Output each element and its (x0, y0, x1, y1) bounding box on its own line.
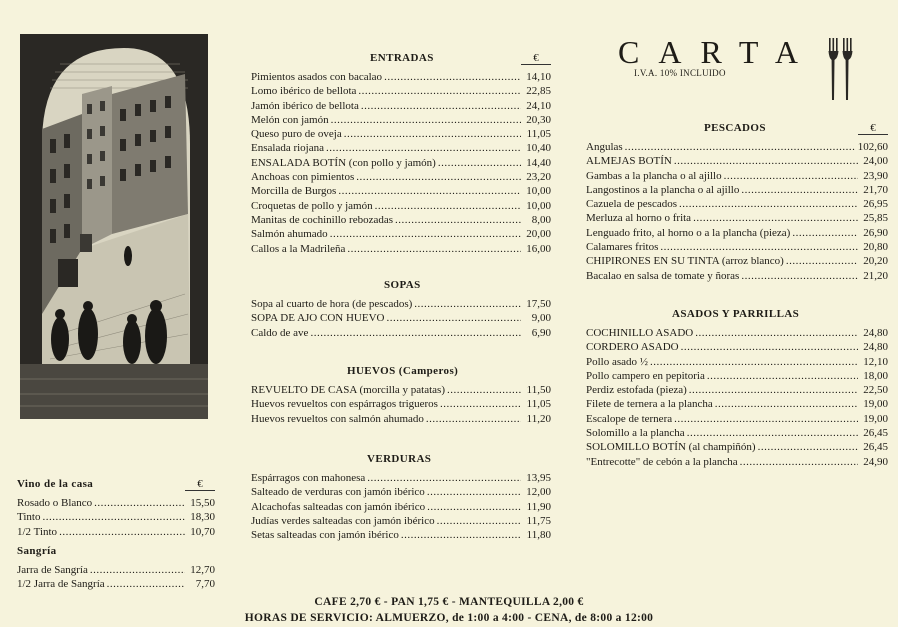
menu-item-name: Pollo campero en pepitoria (586, 369, 705, 382)
menu-item (251, 500, 551, 514)
dot-leader (401, 528, 521, 542)
fork-icon (826, 38, 856, 102)
dot-leader (42, 510, 185, 524)
entradas-section (251, 52, 551, 256)
menu-item-name: Croquetas de pollo y jamón (251, 199, 373, 212)
menu-item-price: 9,00 (531, 312, 551, 325)
menu-item-name: Salteado de verduras con jamón ibérico (251, 486, 425, 499)
menu-item (251, 156, 551, 170)
menu-item-name: COCHINILLO ASADO (586, 327, 694, 339)
menu-item-name: SOPA DE AJO CON HUEVO (251, 312, 385, 325)
dot-leader (310, 326, 521, 340)
dot-leader (687, 426, 858, 440)
menu-item (251, 127, 551, 141)
menu-item-name: Anchoas con pimientos (251, 171, 355, 184)
menu-item (251, 326, 551, 340)
menu-item-name: Setas salteadas con jamón ibérico (251, 529, 399, 542)
menu-item-name: Manitas de cochinillo rebozadas (251, 213, 394, 226)
menu-item (586, 355, 888, 369)
menu-item-price: 7,70 (195, 578, 215, 591)
menu-item (586, 240, 888, 254)
sopas-list (251, 297, 551, 340)
menu-item-name: Lomo ibérico de bellota (251, 85, 357, 98)
menu-item-price: 13,95 (526, 472, 551, 484)
menu-item-price: 20,30 (526, 113, 551, 126)
dot-leader (331, 113, 521, 127)
menu-item-price: 12,70 (190, 564, 215, 576)
dot-leader (689, 383, 858, 397)
menu-item-name: Calamares fritos (586, 241, 659, 254)
huevos-section (251, 365, 551, 426)
dot-leader (741, 183, 858, 197)
vino-section (17, 478, 215, 539)
menu-item (17, 577, 215, 591)
menu-item-price: 19,00 (863, 412, 888, 425)
menu-item (586, 197, 888, 211)
menu-item-name: 1/2 Tinto (17, 525, 58, 538)
menu-item-price: 26,45 (863, 441, 888, 454)
menu-item (251, 213, 551, 227)
menu-item-name: Langostinos a la plancha o al ajillo (586, 183, 740, 196)
euro-header-right: € (858, 122, 888, 135)
menu-item-price: 10,70 (190, 525, 215, 538)
menu-item (17, 525, 215, 539)
menu-item-price: 11,05 (526, 128, 551, 141)
menu-item-price: 19,00 (863, 398, 888, 411)
menu-item (251, 70, 551, 84)
menu-item-name: Huevos revueltos con espárragos trigueros (251, 398, 438, 411)
menu-item (17, 563, 215, 577)
menu-item-name: Alcachofas salteadas con jamón ibérico (251, 500, 426, 513)
dot-leader (356, 170, 521, 184)
menu-item-price: 26,90 (863, 226, 888, 239)
dot-leader (674, 412, 858, 426)
verduras-title: VERDURAS (367, 453, 432, 465)
dot-leader (59, 525, 185, 539)
dot-leader (707, 369, 858, 383)
menu-item-name: Bacalao en salsa de tomate y ñoras (586, 269, 740, 282)
menu-item (251, 170, 551, 184)
menu-item (251, 311, 551, 325)
verduras-section (251, 453, 551, 542)
dot-leader (724, 169, 858, 183)
dot-leader (338, 184, 521, 198)
dot-leader (695, 326, 858, 340)
dot-leader (384, 70, 521, 84)
dot-leader (361, 99, 521, 113)
dot-leader (386, 311, 521, 325)
vino-title: Vino de la casa (17, 478, 94, 490)
entradas-list (251, 70, 551, 256)
menu-item (251, 184, 551, 198)
menu-item (251, 471, 551, 485)
menu-item-price: 11,80 (526, 529, 551, 542)
menu-item-name: Ensalada riojana (251, 142, 324, 155)
dot-leader (681, 340, 858, 354)
menu-item-price: 16,00 (526, 242, 551, 255)
menu-item-name: Merluza al horno o frita (586, 212, 692, 225)
dot-leader (427, 500, 521, 514)
dot-leader (414, 297, 521, 311)
menu-item-name: Espárragos con mahonesa (251, 472, 366, 484)
dot-leader (792, 226, 858, 240)
pescados-title: PESCADOS (704, 122, 766, 134)
menu-item-price: 18,00 (863, 369, 888, 382)
euro-header-vino: € (185, 478, 215, 491)
menu-item-price: 6,90 (531, 326, 551, 339)
dot-leader (715, 397, 858, 411)
dot-leader (330, 227, 521, 241)
dot-leader (440, 397, 521, 411)
verduras-list (251, 471, 551, 542)
menu-item-price: 21,20 (863, 269, 888, 282)
menu-item (586, 340, 888, 354)
menu-item-name: Jamón ibérico de bellota (251, 99, 359, 112)
menu-item-price: 10,00 (526, 185, 551, 198)
menu-item (586, 383, 888, 397)
menu-item-price: 24,90 (863, 455, 888, 468)
menu-item (586, 426, 888, 440)
menu-item-name: Sopa al cuarto de hora (de pescados) (251, 298, 413, 310)
dot-leader (650, 355, 858, 369)
menu-item-name: Melón con jamón (251, 113, 329, 126)
dot-leader (674, 154, 858, 168)
dot-leader (740, 455, 858, 469)
menu-item (586, 412, 888, 426)
menu-item-name: REVUELTO DE CASA (morcilla y patatas) (251, 384, 446, 396)
entradas-title: ENTRADAS (370, 52, 434, 64)
dot-leader (437, 514, 521, 528)
menu-item-price: 10,40 (526, 142, 551, 155)
menu-item-name: SOLOMILLO BOTÍN (al champiñón) (586, 441, 756, 454)
menu-item (251, 99, 551, 113)
dot-leader (679, 197, 858, 211)
menu-item (251, 397, 551, 411)
menu-item-name: Solomillo a la plancha (586, 427, 685, 440)
menu-item (586, 154, 888, 168)
menu-item-price: 26,95 (863, 198, 888, 211)
menu-item-name: Angulas (586, 141, 623, 153)
menu-item-price: 11,05 (526, 398, 551, 411)
menu-item (586, 440, 888, 454)
menu-item (251, 485, 551, 499)
menu-item-price: 24,10 (526, 99, 551, 112)
dot-leader (90, 563, 185, 577)
pescados-section (586, 122, 888, 283)
dot-leader (94, 496, 185, 510)
dot-leader (358, 84, 521, 98)
asados-list (586, 326, 888, 469)
menu-item-name: Gambas a la plancha o al ajillo (586, 169, 722, 182)
menu-item-name: ALMEJAS BOTÍN (586, 155, 672, 168)
menu-item (17, 496, 215, 510)
menu-item-price: 14,10 (526, 71, 551, 83)
asados-section (586, 308, 888, 469)
menu-item-name: Cazuela de pescados (586, 198, 678, 211)
menu-item-name: Huevos revueltos con salmón ahumado (251, 412, 424, 425)
euro-header: € (521, 52, 551, 65)
menu-item-price: 23,90 (863, 169, 888, 182)
menu-item-price: 14,40 (526, 156, 551, 169)
menu-item (586, 140, 888, 154)
menu-item-price: 20,20 (863, 255, 888, 268)
dot-leader (426, 412, 521, 426)
menu-item-price: 18,30 (190, 511, 215, 524)
dot-leader (447, 383, 521, 397)
menu-item-price: 12,00 (526, 486, 551, 499)
menu-item-price: 102,60 (857, 141, 888, 153)
menu-item-price: 24,80 (863, 327, 888, 339)
sopas-title: SOPAS (384, 279, 421, 291)
menu-item-name: 1/2 Jarra de Sangría (17, 578, 105, 591)
menu-item (586, 397, 888, 411)
menu-item-price: 21,70 (863, 183, 888, 196)
menu-item (586, 169, 888, 183)
dot-leader (375, 199, 521, 213)
menu-item (251, 242, 551, 256)
menu-item (251, 227, 551, 241)
menu-item (17, 510, 215, 524)
dot-leader (344, 127, 521, 141)
menu-item-name: "Entrecotte" de cebón a la plancha (586, 455, 738, 468)
menu-item-price: 22,85 (526, 85, 551, 98)
menu-item-name: Jarra de Sangría (17, 564, 88, 576)
menu-item-name: ENSALADA BOTÍN (con pollo y jamón) (251, 156, 436, 169)
menu-item-price: 8,00 (531, 213, 551, 226)
huevos-title: HUEVOS (Camperos) (347, 365, 459, 377)
dot-leader (758, 440, 858, 454)
menu-item-name: Queso puro de oveja (251, 128, 342, 141)
sangria-list (17, 563, 215, 592)
dot-leader (741, 269, 858, 283)
menu-item-name: Morcilla de Burgos (251, 185, 337, 198)
menu-item-name: Judías verdes salteadas con jamón ibérico (251, 514, 435, 527)
menu-item (251, 528, 551, 542)
menu-item (586, 211, 888, 225)
menu-item-price: 15,50 (190, 497, 215, 509)
menu-item-price: 11,50 (526, 384, 551, 396)
street-engraving-illustration (20, 34, 208, 419)
menu-item (251, 297, 551, 311)
sangria-section (17, 545, 215, 592)
sopas-section (251, 279, 551, 340)
dot-leader (326, 141, 521, 155)
menu-item (586, 226, 888, 240)
dot-leader (347, 242, 521, 256)
menu-item (251, 84, 551, 98)
menu-item-name: Perdiz estofada (pieza) (586, 384, 687, 397)
dot-leader (427, 485, 521, 499)
menu-item-price: 22,50 (863, 384, 888, 397)
pescados-list (586, 140, 888, 283)
iva-note: I.V.A. 10% INCLUIDO (634, 68, 726, 78)
menu-item-price: 10,00 (526, 199, 551, 212)
menu-item-name: Tinto (17, 511, 41, 524)
menu-item (251, 412, 551, 426)
menu-item-name: Rosado o Blanco (17, 497, 93, 509)
menu-item (251, 113, 551, 127)
menu-item-price: 17,50 (526, 298, 551, 310)
sangria-title: Sangría (17, 545, 57, 557)
dot-leader (395, 213, 521, 227)
menu-item-price: 11,75 (526, 514, 551, 527)
menu-item (586, 369, 888, 383)
menu-item (586, 183, 888, 197)
menu-item-price: 20,00 (526, 228, 551, 241)
vino-list (17, 496, 215, 539)
menu-item (586, 269, 888, 283)
menu-item (586, 455, 888, 469)
menu-item-price: 11,20 (526, 412, 551, 425)
menu-item-price: 11,90 (526, 500, 551, 513)
menu-item-name: Salmón ahumado (251, 228, 328, 241)
menu-item-name: Pimientos asados con bacalao (251, 71, 383, 83)
dot-leader (107, 577, 185, 591)
dot-leader (367, 471, 521, 485)
menu-item-price: 25,85 (863, 212, 888, 225)
dot-leader (786, 254, 858, 268)
dot-leader (438, 156, 521, 170)
menu-item (251, 383, 551, 397)
menu-item (251, 141, 551, 155)
menu-item (586, 326, 888, 340)
menu-item-name: CHIPIRONES EN SU TINTA (arroz blanco) (586, 255, 784, 268)
footer-prices: CAFE 2,70 € - PAN 1,75 € - MANTEQUILLA 2,00 € (314, 596, 584, 608)
dot-leader (660, 240, 858, 254)
huevos-list (251, 383, 551, 426)
footer-hours: HORAS DE SERVICIO: ALMUERZO, de 1:00 a 4:00 - CENA, de 8:00 a 12:00 (244, 612, 654, 624)
menu-item-name: Pollo asado ½ (586, 355, 649, 368)
menu-item-name: CORDERO ASADO (586, 341, 679, 354)
menu-item-price: 12,10 (863, 355, 888, 368)
menu-item-name: Callos a la Madrileña (251, 242, 346, 255)
menu-item-price: 20,80 (863, 241, 888, 254)
carta-title: CARTA (618, 34, 817, 70)
dot-leader (625, 140, 856, 154)
menu-item (251, 199, 551, 213)
menu-item-price: 23,20 (526, 171, 551, 184)
menu-item (586, 254, 888, 268)
menu-item-name: Lenguado frito, al horno o a la plancha (pieza) (586, 226, 791, 239)
menu-item-price: 26,45 (863, 427, 888, 440)
dot-leader (693, 211, 858, 225)
menu-item-price: 24,00 (863, 155, 888, 168)
menu-item-price: 24,80 (863, 341, 888, 354)
menu-item-name: Escalope de ternera (586, 412, 673, 425)
asados-title: ASADOS Y PARRILLAS (672, 308, 800, 320)
menu-item-name: Filete de ternera a la plancha (586, 398, 713, 411)
menu-item-name: Caldo de ave (251, 326, 309, 339)
menu-item (251, 514, 551, 528)
